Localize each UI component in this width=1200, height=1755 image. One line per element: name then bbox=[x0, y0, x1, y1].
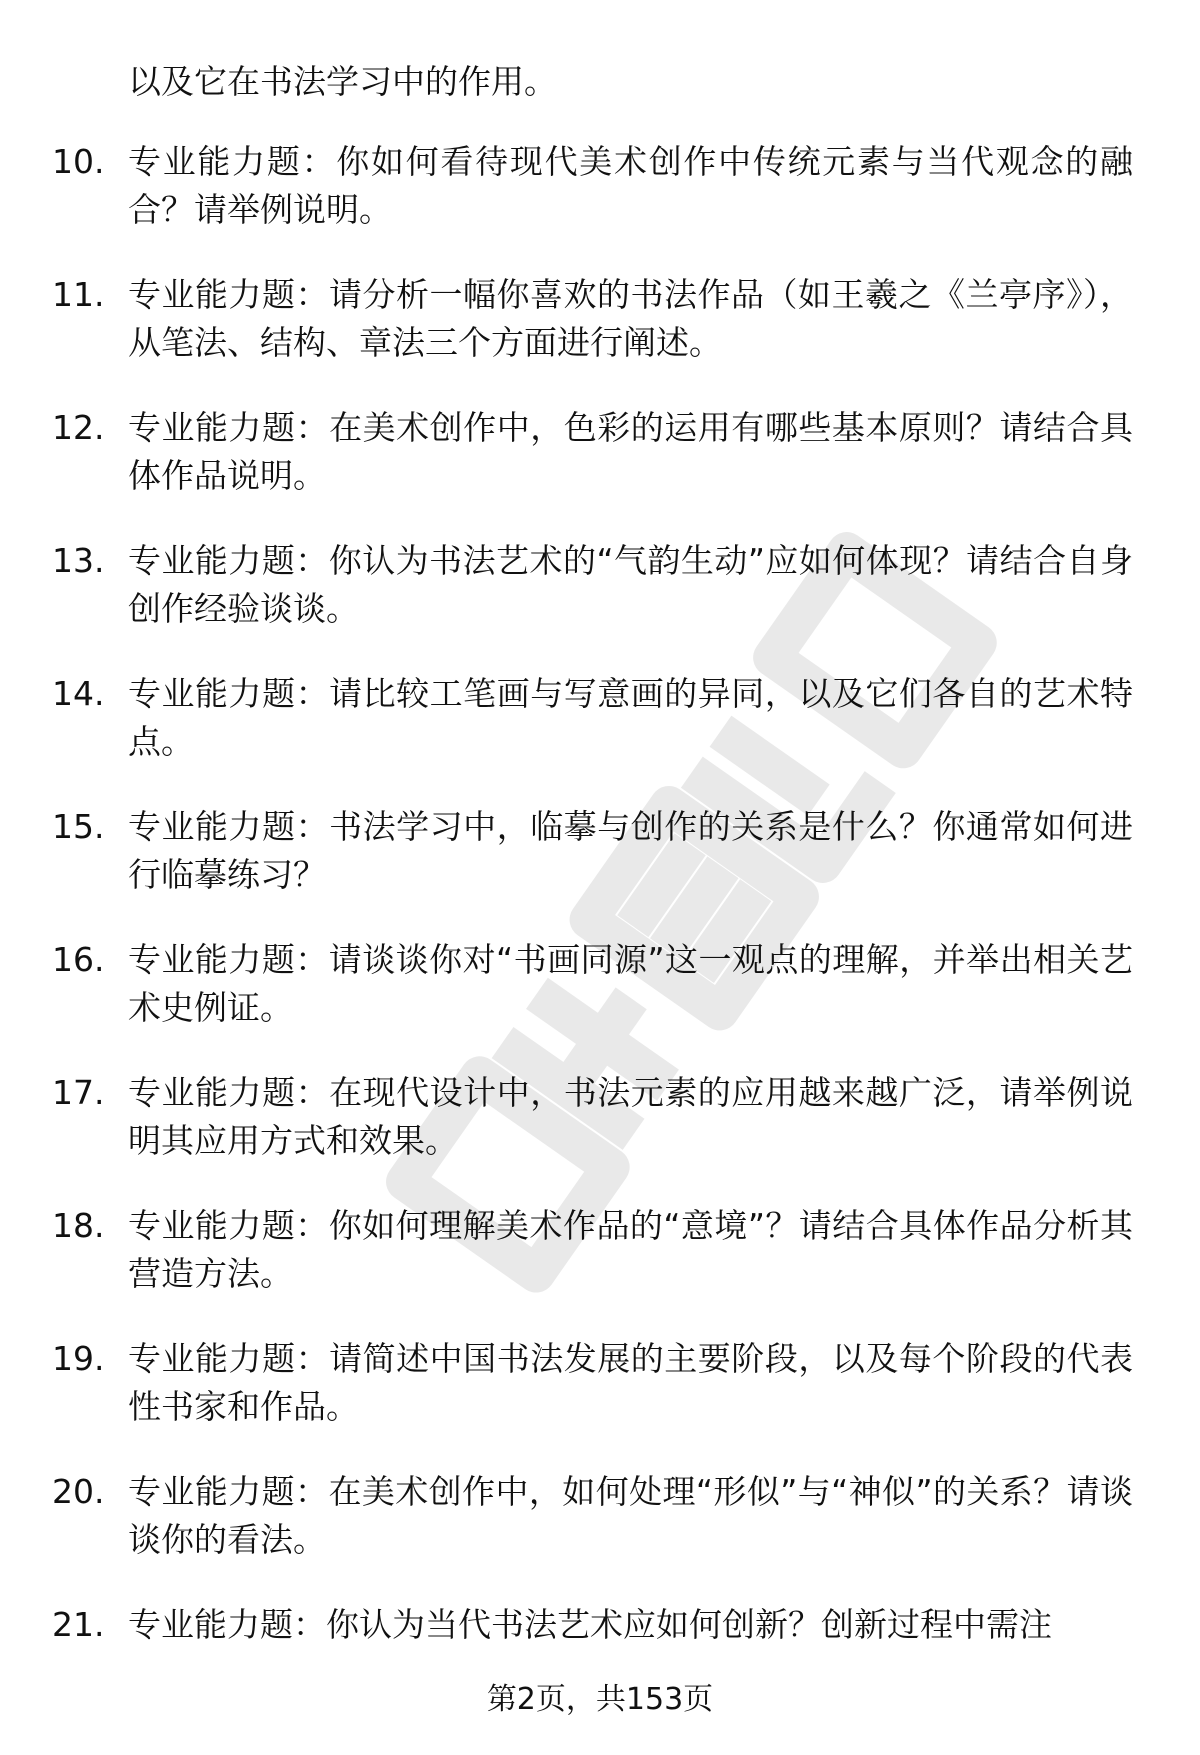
question-item bbox=[0, 138, 1200, 271]
question-item bbox=[0, 803, 1200, 936]
question-number: 13. bbox=[52, 541, 105, 580]
question-text: 专业能力题：你如何看待现代美术创作中传统元素与当代观念的融合？请举例说明。 bbox=[128, 142, 1133, 229]
question-number: 17. bbox=[52, 1073, 105, 1112]
question-text: 专业能力题：请比较工笔画与写意画的异同，以及它们各自的艺术特点。 bbox=[128, 674, 1133, 761]
question-item bbox=[0, 670, 1200, 803]
question-text: 专业能力题：你认为当代书法艺术应如何创新？创新过程中需注 bbox=[128, 1605, 1052, 1644]
intro-line: 以及它在书法学习中的作用。 bbox=[128, 62, 557, 101]
question-number: 18. bbox=[52, 1206, 105, 1245]
question-number: 15. bbox=[52, 807, 105, 846]
question-text: 专业能力题：请简述中国书法发展的主要阶段，以及每个阶段的代表性书家和作品。 bbox=[128, 1339, 1133, 1426]
page-footer: 第2页，共153页 bbox=[486, 1682, 714, 1717]
question-list bbox=[0, 138, 1200, 1734]
question-number: 19. bbox=[52, 1339, 105, 1378]
question-item bbox=[0, 404, 1200, 537]
question-text: 专业能力题：在美术创作中，如何处理“形似”与“神似”的关系？请谈谈你的看法。 bbox=[128, 1472, 1133, 1559]
question-number: 12. bbox=[52, 408, 105, 447]
question-number: 21. bbox=[52, 1605, 105, 1644]
question-item bbox=[0, 1468, 1200, 1601]
question-text: 专业能力题：你如何理解美术作品的“意境”？请结合具体作品分析其营造方法。 bbox=[128, 1206, 1133, 1293]
question-number: 10. bbox=[52, 142, 105, 181]
question-number: 16. bbox=[52, 940, 105, 979]
question-item bbox=[0, 1202, 1200, 1335]
question-item bbox=[0, 1335, 1200, 1468]
question-item bbox=[0, 271, 1200, 404]
question-number: 20. bbox=[52, 1472, 105, 1511]
question-number: 14. bbox=[52, 674, 105, 713]
question-text: 专业能力题：书法学习中，临摹与创作的关系是什么？你通常如何进行临摹练习？ bbox=[128, 807, 1133, 894]
question-item bbox=[0, 1069, 1200, 1202]
question-item bbox=[0, 936, 1200, 1069]
question-text: 专业能力题：请分析一幅你喜欢的书法作品（如王羲之《兰亭序》），从笔法、结构、章法三个方面进行阐述。 bbox=[128, 275, 1133, 362]
question-text: 专业能力题：在现代设计中，书法元素的应用越来越广泛，请举例说明其应用方式和效果。 bbox=[128, 1073, 1133, 1160]
question-text: 专业能力题：请谈谈你对“书画同源”这一观点的理解，并举出相关艺术史例证。 bbox=[128, 940, 1133, 1027]
question-item bbox=[0, 537, 1200, 670]
question-text: 专业能力题：在美术创作中，色彩的运用有哪些基本原则？请结合具体作品说明。 bbox=[128, 408, 1133, 495]
question-text: 专业能力题：你认为书法艺术的“气韵生动”应如何体现？请结合自身创作经验谈谈。 bbox=[128, 541, 1133, 628]
question-number: 11. bbox=[52, 275, 105, 314]
